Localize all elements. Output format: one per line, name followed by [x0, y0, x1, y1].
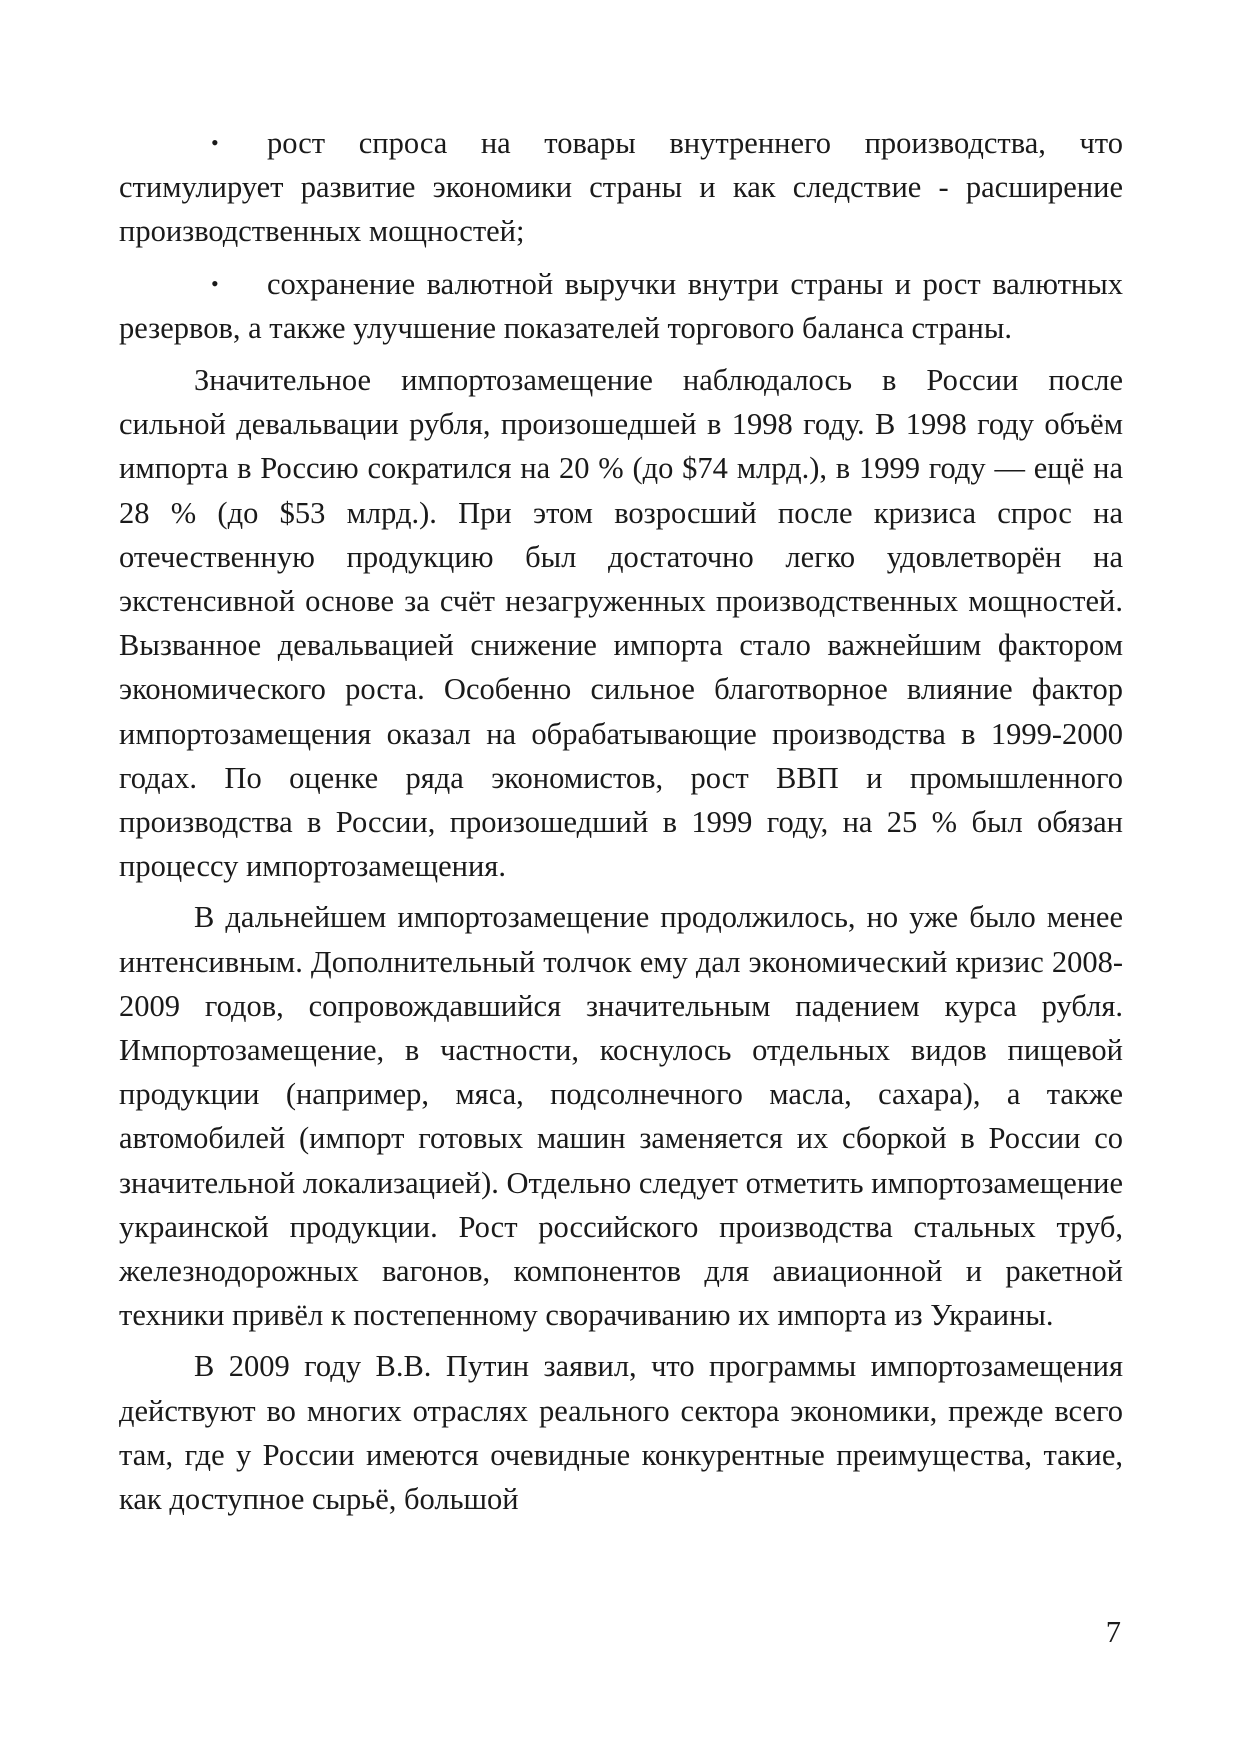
page-number: 7	[1105, 1615, 1121, 1649]
bullet-icon: •	[211, 130, 219, 155]
bullet-text: рост спроса на товары внутреннего производства, что стимулирует развитие экономики страны и как следствие - расширение производственных мощностей;	[119, 126, 1123, 249]
bullet-item	[119, 262, 1123, 350]
bullet-text: сохранение валютной выручки внутри страны и рост валютных резервов, а также улучшение показателей торгового баланса страны.	[119, 266, 1123, 345]
bullet-icon: •	[211, 270, 219, 296]
paragraph-devaluation-1998: Значительное импортозамещение наблюдалось в России после сильной девальвации рубля, произошедшей в 1998 году. В 1998 году объём импорта в Россию сократился на 20 % (до $74 млрд.), в 1999 году — ещё на 28 % (до $53 млрд.). При этом возросший после кризиса спрос на отечественную продукцию был достаточно легко удовлетворён на экстенсивной основе за счёт незагруженных производственных мощностей. Вызванное девальвацией снижение импорта стало важнейшим фактором экономического роста. Особенно сильное благотворное влияние фактор импортозамещения оказал на обрабатывающие производства в 1999-2000 годах. По оценке ряда экономистов, рост ВВП и промышленного производства в России, произошедший в 1999 году, на 25 % был обязан процессу импортозамещения.	[119, 363, 1123, 884]
document-page	[119, 121, 1123, 1528]
bullet-item	[119, 121, 1123, 254]
paragraph-crisis-2008: В дальнейшем импортозамещение продолжилось, но уже было менее интенсивным. Дополнительный толчок ему дал экономический кризис 2008-2009 годов, сопровождавшийся значительным падением курса рубля. Импортозамещение, в частности, коснулось отдельных видов пищевой продукции (например, мяса, подсолнечного масла, сахара), а также автомобилей (импорт готовых машин заменяется их сборкой в России со значительной локализацией). Отдельно следует отметить импортозамещение украинской продукции. Рост российского производства стальных труб, железнодорожных вагонов, компонентов для авиационной и ракетной техники привёл к постепенному сворачиванию их импорта из Украины.	[119, 900, 1123, 1333]
paragraph-putin-2009: В 2009 году В.В. Путин заявил, что программы импортозамещения действуют во многих отраслях реального сектора экономики, прежде всего там, где у России имеются очевидные конкурентные преимущества, такие, как доступное сырьё, большой	[119, 1349, 1123, 1517]
